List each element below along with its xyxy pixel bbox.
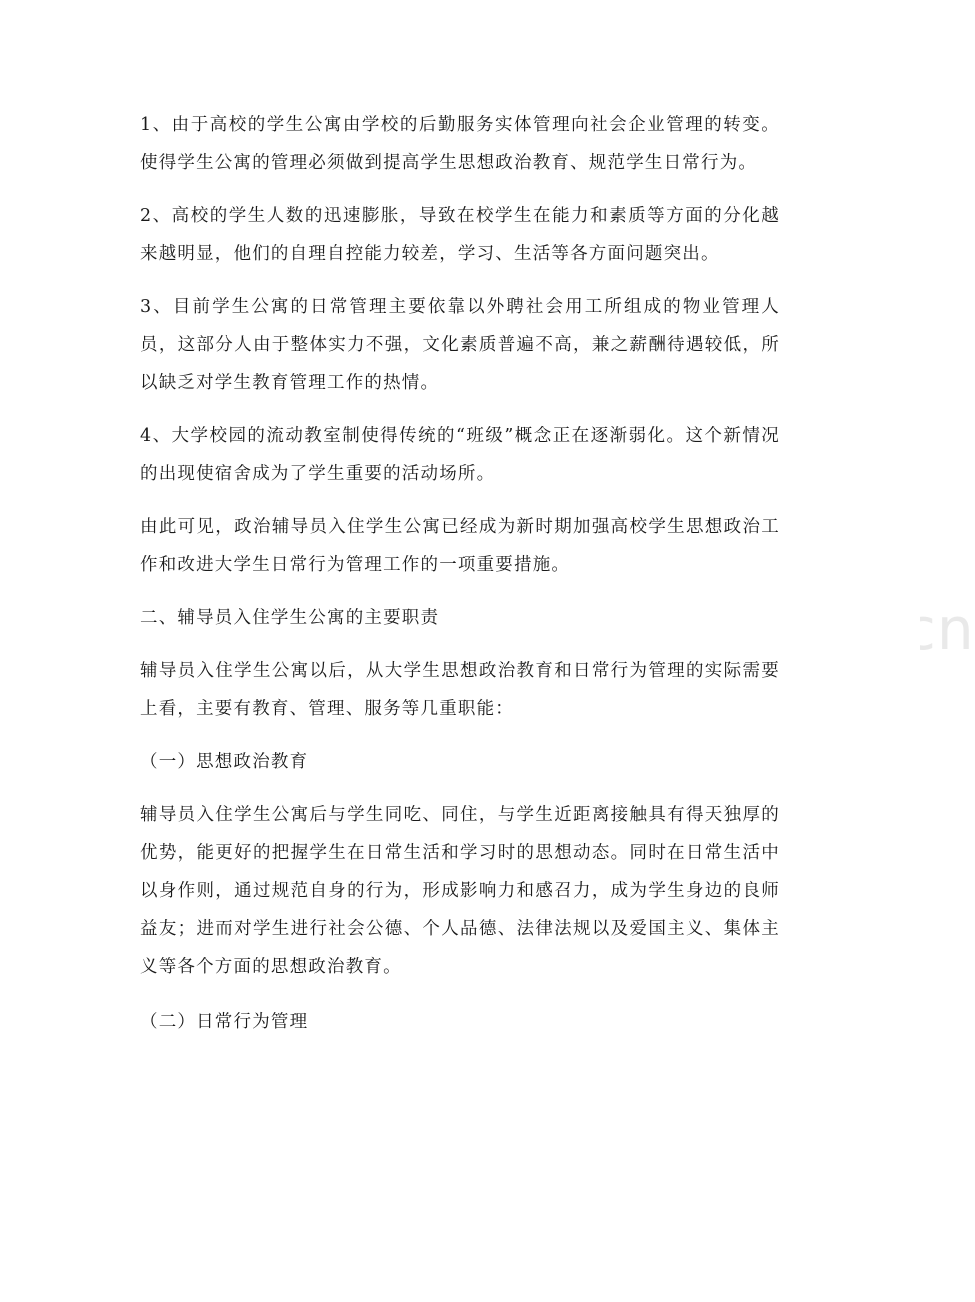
paragraph-conclusion: 由此可见，政治辅导员入住学生公寓已经成为新时期加强高校学生思想政治工作和改进大学生日常行为管理工作的一项重要措施。 xyxy=(140,517,780,575)
subheading-2: （二）日常行为管理 xyxy=(140,1012,309,1032)
paragraph-3: 3、目前学生公寓的日常管理主要依靠以外聘社会用工所组成的物业管理人员，这部分人由于整体实力不强，文化素质普遍不高，兼之薪酬待遇较低，所以缺乏对学生教育管理工作的热情。 xyxy=(140,297,780,393)
document-body xyxy=(140,106,780,1041)
subheading-1: （一）思想政治教育 xyxy=(140,752,309,772)
paragraph-4: 4、大学校园的流动教室制使得传统的“班级”概念正在逐渐弱化。这个新情况的出现使宿舍成为了学生重要的活动场所。 xyxy=(140,426,780,484)
paragraph-intro-duties: 辅导员入住学生公寓以后，从大学生思想政治教育和日常行为管理的实际需要上看，主要有教育、管理、服务等几重职能： xyxy=(140,661,780,719)
paragraph-2: 2、高校的学生人数的迅速膨胀，导致在校学生在能力和素质等方面的分化越来越明显，他们的自理自控能力较差，学习、生活等各方面问题突出。 xyxy=(140,206,780,264)
section-heading-2: 二、辅导员入住学生公寓的主要职责 xyxy=(140,608,440,628)
paragraph-1: 1、由于高校的学生公寓由学校的后勤服务实体管理向社会企业管理的转变。使得学生公寓的管理必须做到提高学生思想政治教育、规范学生日常行为。 xyxy=(140,115,780,173)
paragraph-education: 辅导员入住学生公寓后与学生同吃、同住，与学生近距离接触具有得天独厚的优势，能更好的把握学生在日常生活和学习时的思想动态。同时在日常生活中以身作则，通过规范自身的行为，形成影响力和感召力，成为学生身边的良师益友；进而对学生进行社会公德、个人品德、法律法规以及爱国主义、集体主义等各个方面的思想政治教育。 xyxy=(140,805,780,977)
watermark: www.zixin.com.cn xyxy=(440,595,975,663)
